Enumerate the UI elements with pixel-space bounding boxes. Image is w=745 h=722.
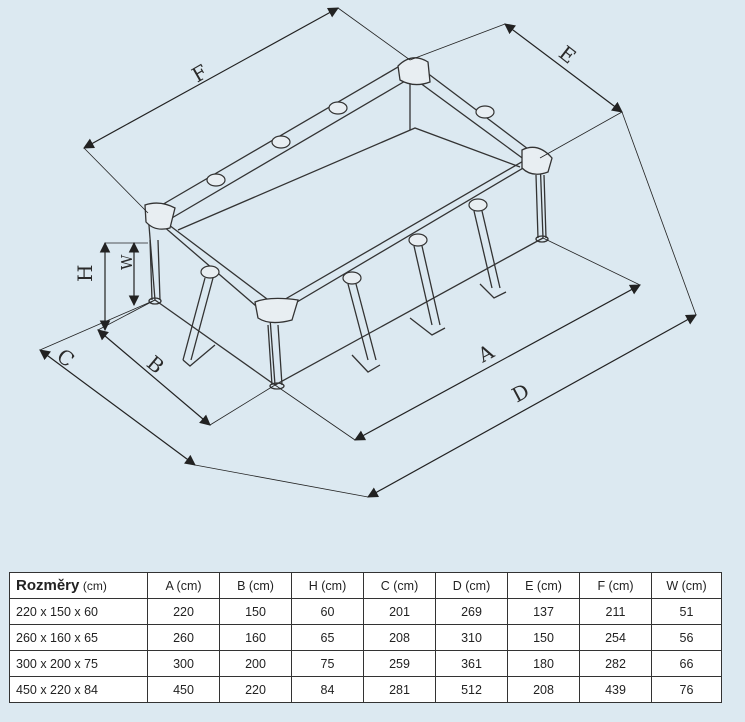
header-unit: (cm)	[82, 579, 107, 593]
table-cell: 160	[220, 625, 292, 651]
label-a: A	[473, 339, 498, 368]
column-header: H (cm)	[292, 573, 364, 599]
table-cell: 51	[652, 599, 722, 625]
rail-connectors	[201, 102, 494, 284]
column-header: D (cm)	[436, 573, 508, 599]
table-row	[10, 625, 722, 651]
table-cell: 300	[148, 651, 220, 677]
table-cell: 75	[292, 651, 364, 677]
dimension-lines	[40, 8, 696, 497]
table-cell: 220	[148, 599, 220, 625]
table-cell: 200	[220, 651, 292, 677]
table-cell: 137	[508, 599, 580, 625]
table-row	[10, 677, 722, 703]
label-w: W	[118, 254, 136, 270]
table-cell: 208	[508, 677, 580, 703]
table-cell: 60	[292, 599, 364, 625]
table-cell: 260	[148, 625, 220, 651]
label-h: H	[73, 264, 97, 282]
table-cell: 76	[652, 677, 722, 703]
dimension-labels	[52, 41, 580, 408]
column-header: E (cm)	[508, 573, 580, 599]
table-cell: 150	[508, 625, 580, 651]
table-cell: 259	[364, 651, 436, 677]
column-header: A (cm)	[148, 573, 220, 599]
header-size	[10, 573, 148, 599]
table-cell: 220 x 150 x 60	[10, 599, 148, 625]
table-cell: 180	[508, 651, 580, 677]
column-header: F (cm)	[580, 573, 652, 599]
table-cell: 65	[292, 625, 364, 651]
table-cell: 84	[292, 677, 364, 703]
column-header: W (cm)	[652, 573, 722, 599]
table-cell: 439	[580, 677, 652, 703]
dimensions-table-wrap	[9, 572, 721, 703]
table-cell: 512	[436, 677, 508, 703]
table-cell: 150	[220, 599, 292, 625]
table-cell: 450 x 220 x 84	[10, 677, 148, 703]
label-d: D	[507, 378, 534, 408]
table-cell: 66	[652, 651, 722, 677]
label-c: C	[52, 343, 79, 373]
table-cell: 361	[436, 651, 508, 677]
table-cell: 56	[652, 625, 722, 651]
label-e: E	[554, 40, 581, 69]
label-f: F	[187, 59, 212, 88]
table-row	[10, 599, 722, 625]
table-header-row	[10, 573, 722, 599]
table-cell: 254	[580, 625, 652, 651]
table-cell: 450	[148, 677, 220, 703]
table-cell: 208	[364, 625, 436, 651]
label-b: B	[142, 350, 169, 379]
table-cell: 281	[364, 677, 436, 703]
dimensions-table	[9, 572, 722, 703]
table-row	[10, 651, 722, 677]
table-cell: 310	[436, 625, 508, 651]
table-cell: 282	[580, 651, 652, 677]
column-header: C (cm)	[364, 573, 436, 599]
table-cell: 300 x 200 x 75	[10, 651, 148, 677]
table-cell: 201	[364, 599, 436, 625]
column-header: B (cm)	[220, 573, 292, 599]
table-cell: 269	[436, 599, 508, 625]
header-title: Rozměry	[16, 577, 80, 594]
table-cell: 211	[580, 599, 652, 625]
table-cell: 220	[220, 677, 292, 703]
table-cell: 260 x 160 x 65	[10, 625, 148, 651]
